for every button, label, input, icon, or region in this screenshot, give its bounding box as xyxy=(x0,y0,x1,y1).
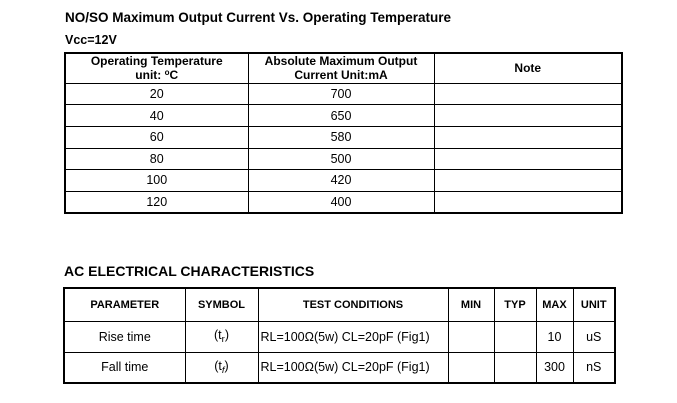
temperature-current-table xyxy=(64,52,623,214)
col-header-note: Note xyxy=(434,53,622,83)
table-header-row xyxy=(64,288,615,321)
col-header-min: MIN xyxy=(448,288,494,321)
max-cell: 10 xyxy=(536,321,573,352)
symbol-subscript: r xyxy=(221,334,225,345)
header-line-2: Current Unit:mA xyxy=(294,68,388,83)
ac-characteristics-table xyxy=(63,287,616,384)
note-cell xyxy=(434,191,622,213)
note-cell xyxy=(434,170,622,192)
current-cell: 700 xyxy=(248,83,434,105)
note-cell xyxy=(434,83,622,105)
note-cell xyxy=(434,148,622,170)
table-row xyxy=(65,170,622,192)
col-header-symbol: SYMBOL xyxy=(185,288,258,321)
typ-cell xyxy=(494,321,536,352)
note-cell xyxy=(434,105,622,127)
temperature-cell: 40 xyxy=(65,105,248,127)
col-header-operating-temperature xyxy=(65,53,248,83)
col-header-unit: UNIT xyxy=(573,288,615,321)
unit-cell: uS xyxy=(573,321,615,352)
current-cell: 580 xyxy=(248,126,434,148)
current-cell: 420 xyxy=(248,170,434,192)
typ-cell xyxy=(494,352,536,383)
test-conditions-cell: RL=100Ω(5w) CL=20pF (Fig1) xyxy=(258,352,448,383)
temperature-cell: 20 xyxy=(65,83,248,105)
symbol-close: ) xyxy=(224,328,229,342)
parameter-cell: Fall time xyxy=(64,352,185,383)
header-line-1: Operating Temperature xyxy=(90,54,223,68)
table-row xyxy=(64,352,615,383)
header-line-1: Absolute Maximum Output xyxy=(264,54,418,68)
symbol-open: (t xyxy=(214,358,222,373)
celsius-letter: C xyxy=(169,68,179,83)
parameter-cell: Rise time xyxy=(64,321,185,352)
table-row xyxy=(65,126,622,148)
symbol-cell xyxy=(185,352,258,383)
current-cell: 650 xyxy=(248,105,434,127)
symbol-open: (t xyxy=(214,328,222,342)
section-title-ac-electrical-characteristics: AC ELECTRICAL CHARACTERISTICS xyxy=(64,263,315,279)
test-conditions-cell: RL=100Ω(5w) CL=20pF (Fig1) xyxy=(258,321,448,352)
table-row xyxy=(65,148,622,170)
unit-cell: nS xyxy=(573,352,615,383)
col-header-typ: TYP xyxy=(494,288,536,321)
section-title-max-output-current: NO/SO Maximum Output Current Vs. Operating Temperature xyxy=(65,10,452,25)
max-cell: 300 xyxy=(536,352,573,383)
min-cell xyxy=(448,352,494,383)
table-row xyxy=(65,191,622,213)
current-cell: 500 xyxy=(248,148,434,170)
col-header-parameter: PARAMETER xyxy=(64,288,185,321)
table-row xyxy=(64,321,615,352)
current-cell: 400 xyxy=(248,191,434,213)
note-cell xyxy=(434,126,622,148)
vcc-condition-label: Vcc=12V xyxy=(65,33,117,47)
degree-superscript: o xyxy=(164,68,170,78)
table-row xyxy=(65,83,622,105)
header-line-2: unit: xyxy=(135,68,165,83)
col-header-max-output-current xyxy=(248,53,434,83)
temperature-cell: 60 xyxy=(65,126,248,148)
min-cell xyxy=(448,321,494,352)
temperature-cell: 120 xyxy=(65,191,248,213)
symbol-subscript: f xyxy=(221,364,225,376)
col-header-max: MAX xyxy=(536,288,573,321)
temperature-cell: 100 xyxy=(65,170,248,192)
table-row xyxy=(65,105,622,127)
col-header-test-conditions: TEST CONDITIONS xyxy=(258,288,448,321)
temperature-cell: 80 xyxy=(65,148,248,170)
table-header-row xyxy=(65,53,622,83)
symbol-close: ) xyxy=(224,358,229,373)
symbol-cell xyxy=(185,321,258,352)
